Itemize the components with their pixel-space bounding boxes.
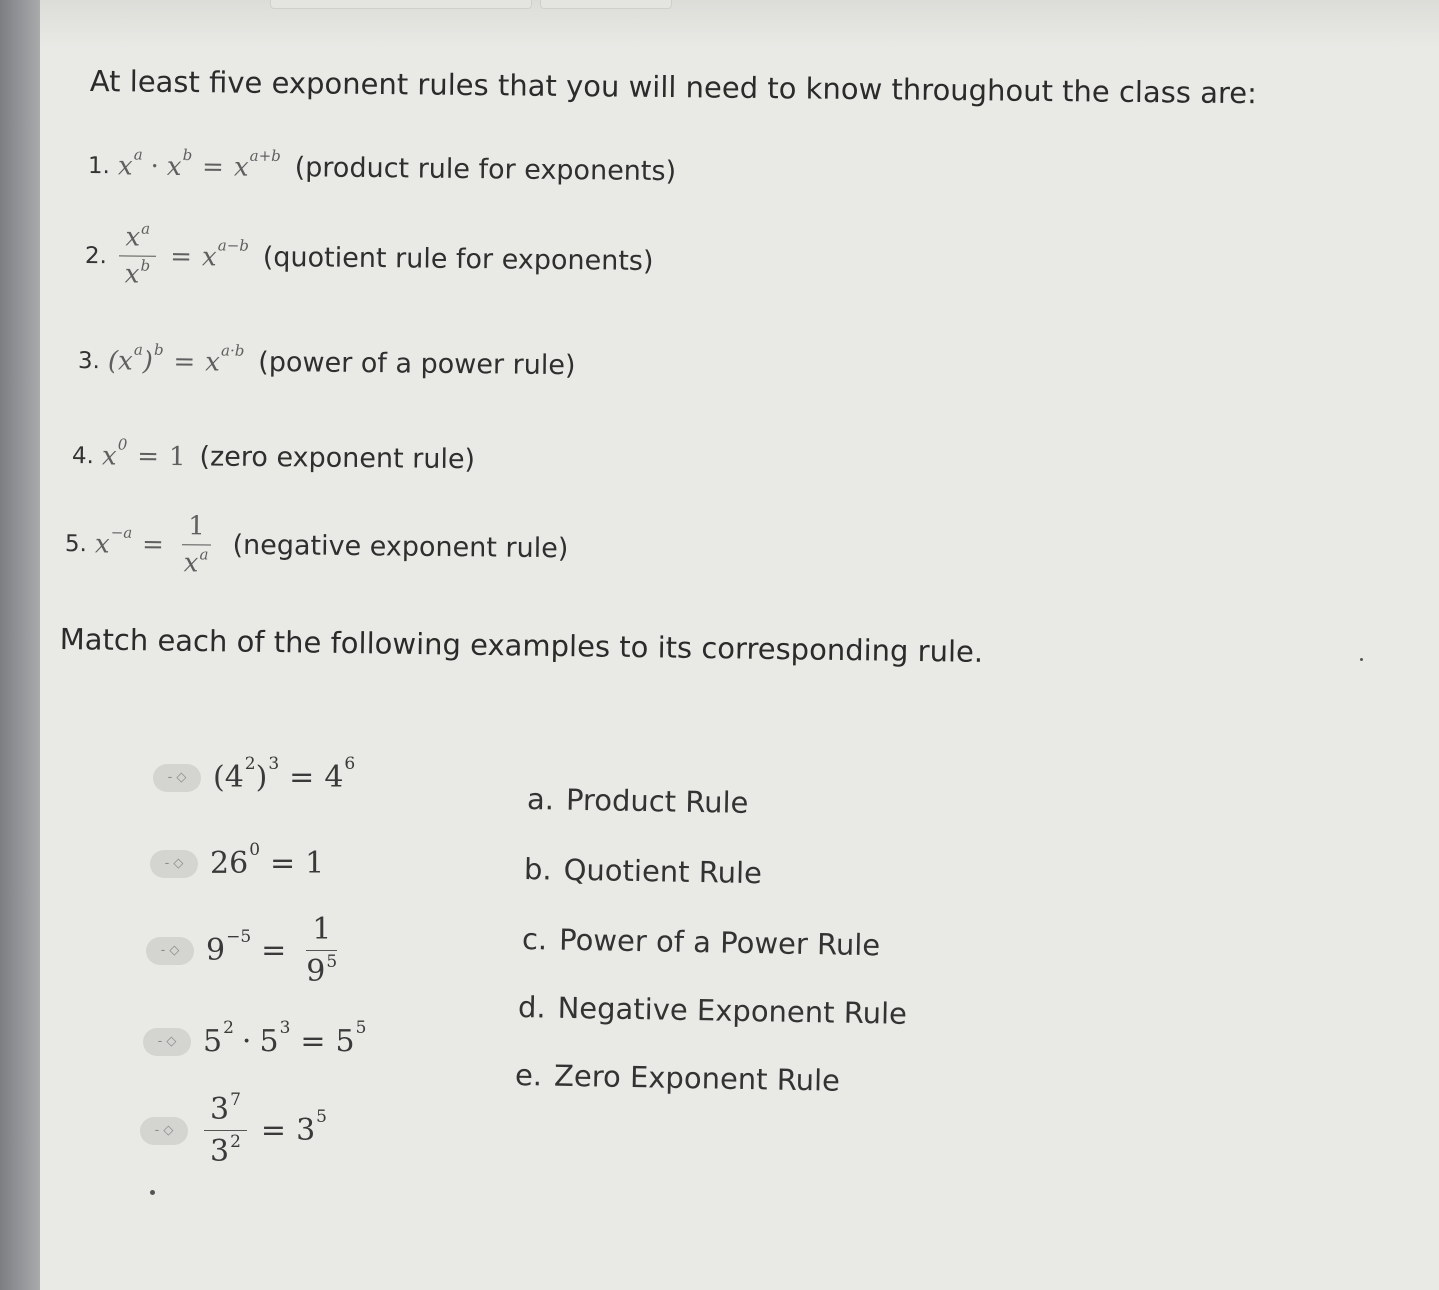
rule-4-description: (zero exponent rule) [199, 441, 476, 476]
rule-4-formula: x 0 = 1 [101, 434, 186, 472]
example-2 [150, 839, 325, 881]
rule-1 [87, 144, 677, 188]
example-4 [143, 1017, 367, 1059]
match-select-3[interactable]: - ◇ [146, 937, 194, 965]
answer-c: c. Power of a Power Rule [521, 922, 881, 963]
dust-speck [1360, 658, 1363, 661]
rule-number: 5. [64, 530, 88, 557]
example-2-expression: 26 0 = 1 [210, 839, 325, 881]
rule-number: 4. [71, 442, 95, 469]
answer-d: d. Negative Exponent Rule [517, 990, 908, 1031]
rule-3-formula: (x a ) b = x a·b [107, 340, 245, 377]
rule-number: 3. [77, 347, 101, 374]
instruction-text: Match each of the following examples to its corresponding rule. [59, 622, 984, 669]
answer-e: e. Zero Exponent Rule [514, 1058, 841, 1098]
example-4-expression: 5 2 · 5 3 = 5 5 [203, 1017, 367, 1059]
example-5 [140, 1092, 327, 1169]
example-1-expression: (4 2 ) 3 = 4 6 [213, 753, 356, 795]
rule-5 [65, 510, 569, 582]
rule-3 [77, 340, 576, 382]
dust-speck [150, 1190, 155, 1195]
rule-1-formula: x a · x b = x a+b [117, 144, 281, 183]
rule-1-description: (product rule for exponents) [294, 152, 677, 188]
example-1 [153, 753, 356, 795]
rule-2-formula: $\frac{x^a}{x^b}$ = x a−b [115, 222, 250, 290]
rule-5-description: (negative exponent rule) [232, 529, 569, 565]
example-3-expression: 9 −5 = $\frac{1}{9^5}$ [206, 912, 338, 989]
match-select-2[interactable]: - ◇ [150, 850, 198, 878]
example-3 [146, 912, 347, 989]
match-select-5[interactable]: - ◇ [140, 1117, 188, 1145]
rule-4 [71, 434, 476, 476]
rule-number: 2. [84, 242, 108, 269]
rule-number: 1. [87, 152, 111, 179]
intro-text: At least five exponent rules that you will need to know throughout the class are: [89, 64, 1258, 111]
rule-2-description: (quotient rule for exponents) [262, 241, 654, 277]
match-select-1[interactable]: - ◇ [153, 764, 201, 792]
rule-3-description: (power of a power rule) [258, 346, 576, 382]
window-edge [0, 0, 40, 1290]
example-5-expression: $\frac{3^7}{3^2}$ = 3 5 [200, 1092, 327, 1169]
answer-b: b. Quotient Rule [523, 852, 763, 891]
rule-5-formula: x −a = $\frac{1}{x^a}$ [95, 510, 219, 578]
question-content [40, 0, 1439, 1290]
answer-a: a. Product Rule [526, 782, 749, 820]
match-select-4[interactable]: - ◇ [143, 1028, 191, 1056]
rule-2 [84, 219, 654, 295]
